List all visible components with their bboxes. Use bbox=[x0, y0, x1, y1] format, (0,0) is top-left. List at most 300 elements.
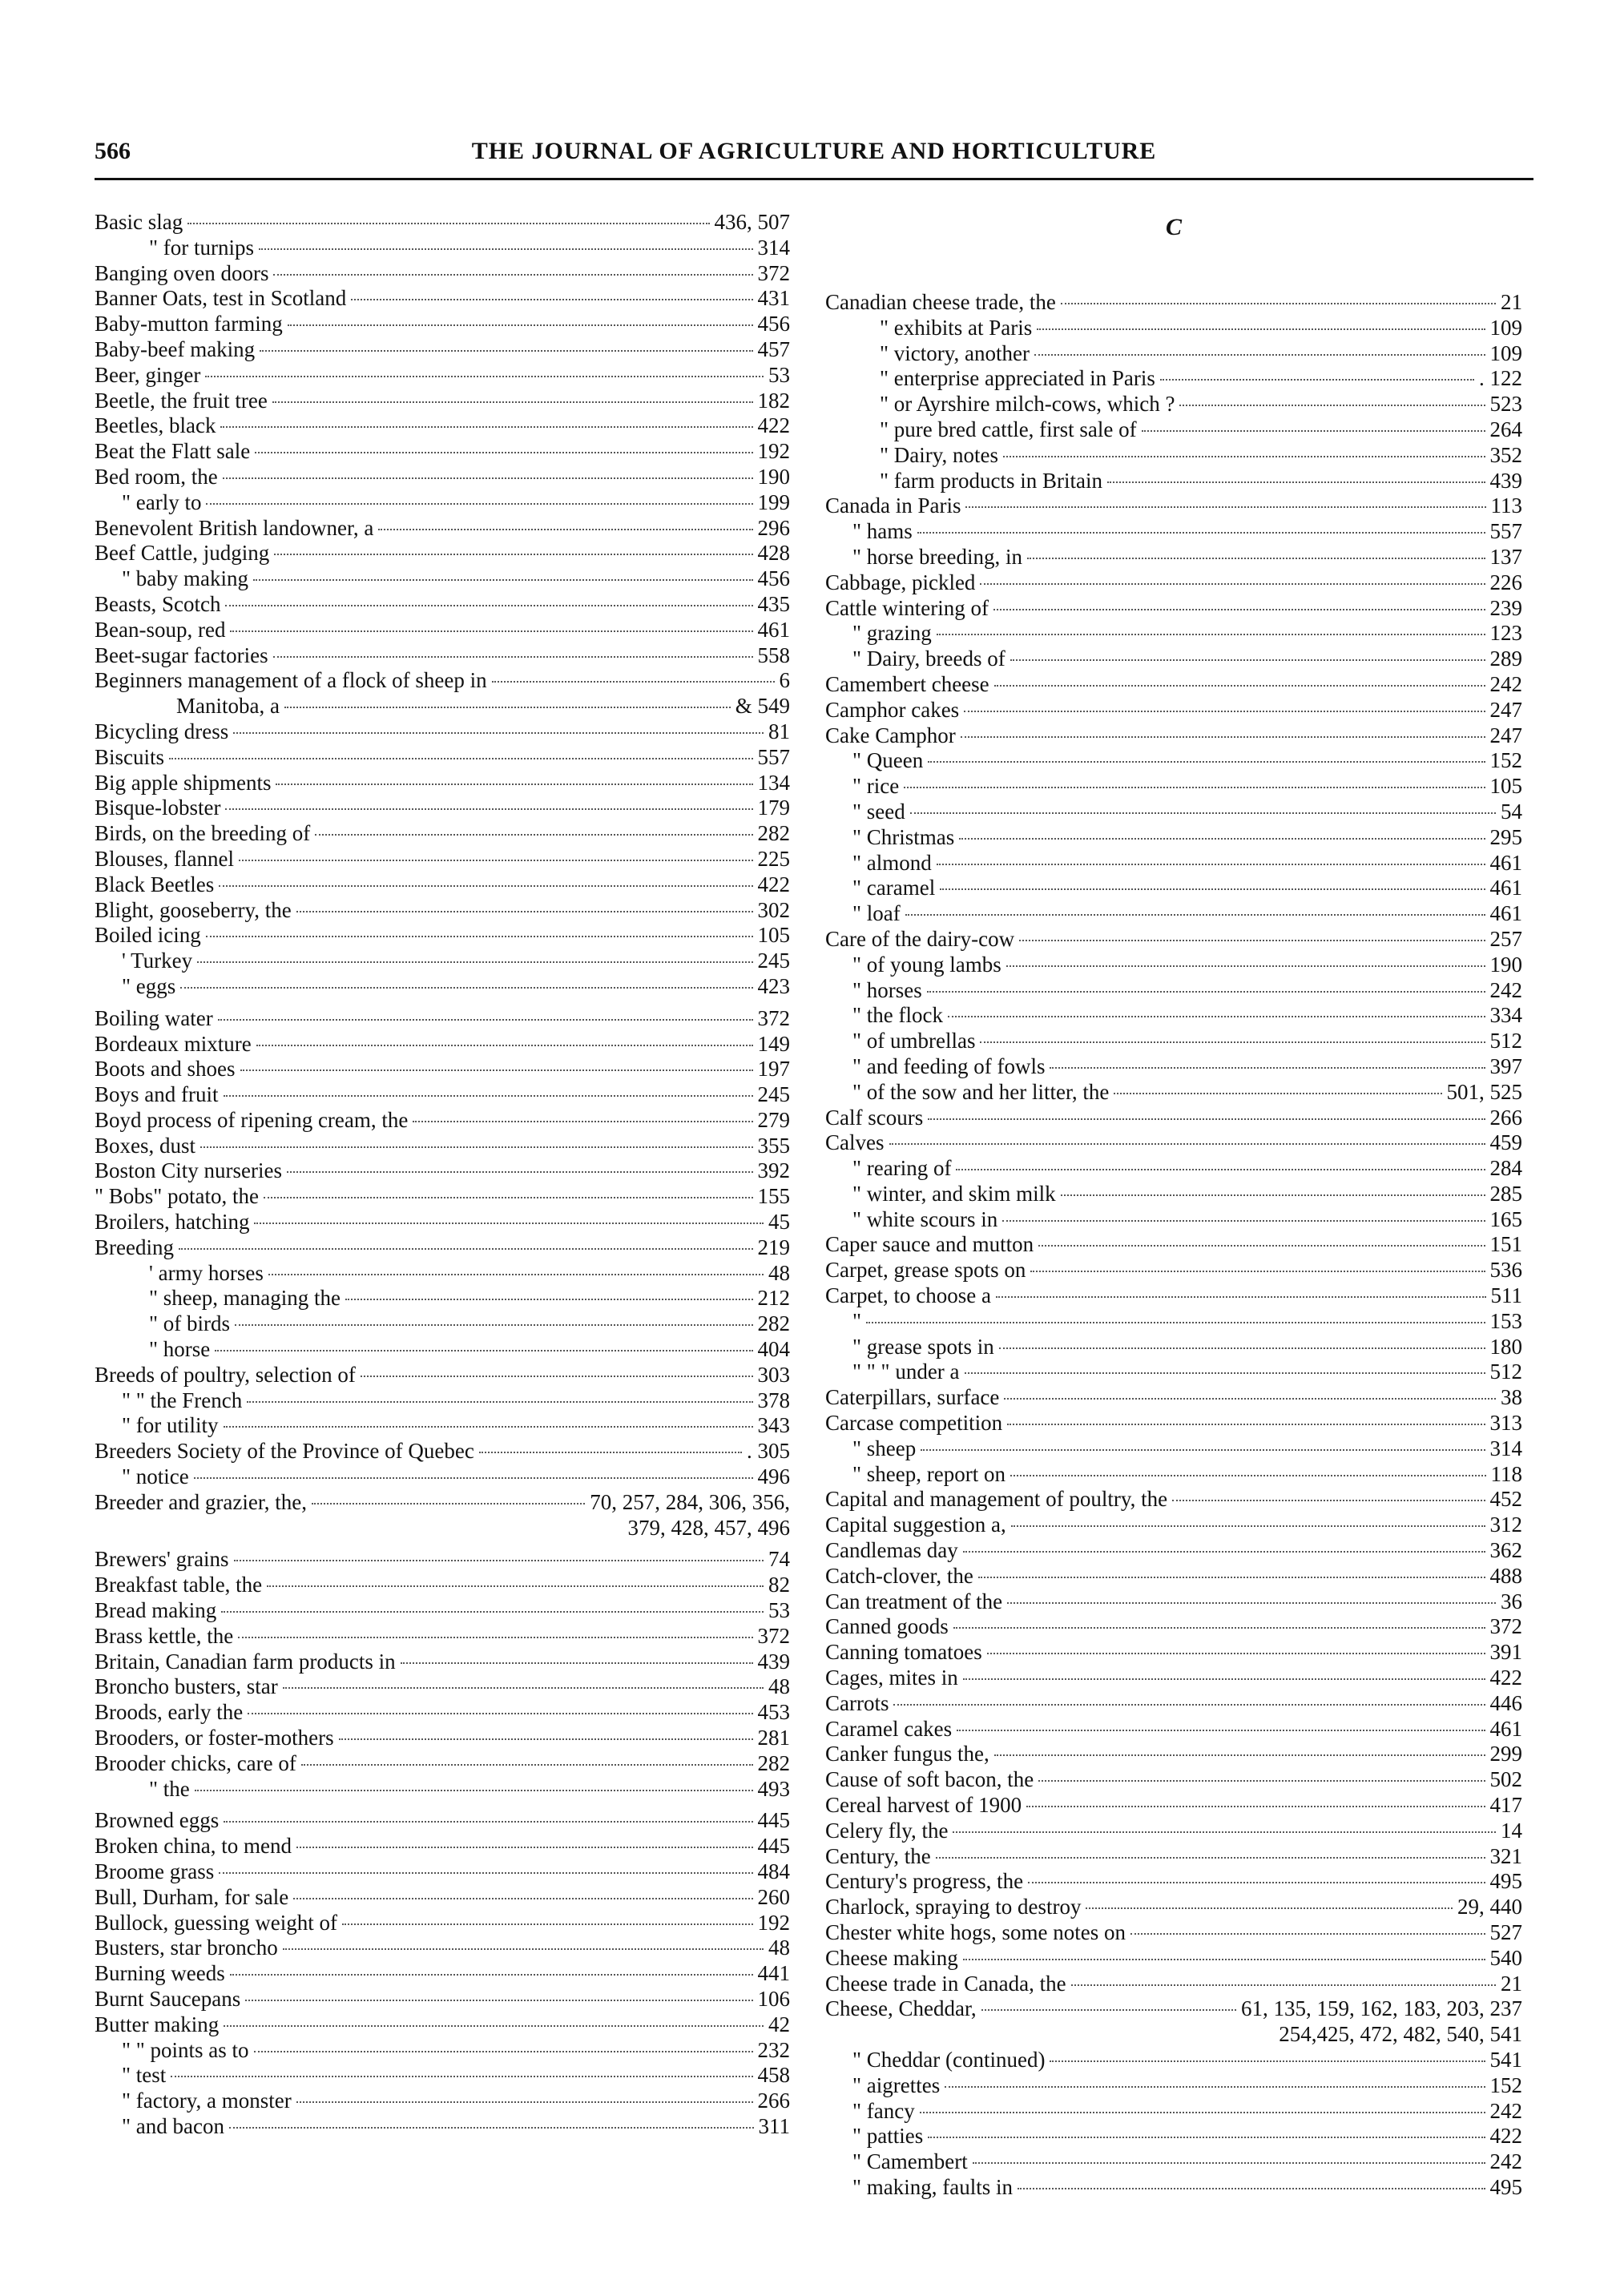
dot-leader bbox=[928, 1118, 1485, 1120]
entry-pages: 501, 525 bbox=[1446, 1079, 1522, 1104]
entry-label: Banner Oats, test in Scotland bbox=[95, 286, 347, 311]
entry-label: Black Beetles bbox=[95, 872, 215, 896]
dot-leader bbox=[247, 1401, 752, 1403]
dot-leader bbox=[169, 758, 752, 759]
entry-pages: 197 bbox=[757, 1057, 790, 1082]
header-rule bbox=[95, 178, 1533, 180]
entry-pages: 82 bbox=[768, 1573, 790, 1597]
entry-label: Canning tomatoes bbox=[825, 1640, 982, 1665]
entry-pages: 362 bbox=[1489, 1538, 1522, 1563]
entry-pages: 372 bbox=[1489, 1614, 1522, 1639]
index-entry bbox=[95, 1859, 790, 1885]
entry-pages: 282 bbox=[757, 1750, 790, 1775]
entry-label: Canned goods bbox=[825, 1614, 949, 1639]
index-entry bbox=[825, 443, 1522, 469]
index-entry bbox=[825, 876, 1522, 901]
entry-pages: 29, 440 bbox=[1457, 1895, 1522, 1919]
index-entry bbox=[95, 923, 790, 949]
entry-pages: 417 bbox=[1489, 1793, 1522, 1818]
entry-pages: 428 bbox=[757, 541, 790, 566]
index-entry bbox=[825, 1258, 1522, 1283]
entry-label: " Dairy, breeds of bbox=[852, 647, 1005, 671]
dot-leader bbox=[910, 812, 1496, 814]
entry-pages: 245 bbox=[757, 1082, 790, 1107]
entry-pages: 281 bbox=[757, 1726, 790, 1750]
running-title: THE JOURNAL OF AGRICULTURE AND HORTICULTURE bbox=[471, 138, 1157, 164]
dot-leader bbox=[1007, 1424, 1485, 1425]
entry-label: Broncho busters, star bbox=[95, 1674, 278, 1699]
entry-pages: 493 bbox=[757, 1776, 790, 1801]
entry-label: Brooder chicks, care of bbox=[95, 1750, 296, 1775]
dot-leader bbox=[1004, 1398, 1496, 1400]
index-entry bbox=[95, 771, 790, 796]
section-letter: C bbox=[1165, 214, 1182, 240]
entry-label: Broods, early the bbox=[95, 1700, 244, 1725]
index-entry bbox=[95, 413, 790, 439]
entry-label: " and feeding of fowls bbox=[852, 1053, 1046, 1078]
entry-pages: 495 bbox=[1489, 2174, 1522, 2199]
dot-leader bbox=[994, 1754, 1485, 1756]
dot-leader bbox=[225, 808, 752, 810]
entry-label: Beetles, black bbox=[95, 413, 216, 438]
dot-leader bbox=[345, 1299, 753, 1300]
entry-pages: 321 bbox=[1489, 1843, 1522, 1868]
dot-leader bbox=[1038, 1245, 1485, 1247]
index-entry bbox=[825, 1080, 1522, 1106]
dot-leader bbox=[1010, 1475, 1486, 1476]
dot-leader bbox=[956, 1169, 1485, 1170]
entry-pages: 423 bbox=[757, 973, 790, 998]
index-entry bbox=[825, 392, 1522, 417]
index-entry bbox=[825, 1538, 1522, 1564]
entry-pages: 512 bbox=[1489, 1029, 1522, 1053]
entry-pages: 247 bbox=[1489, 697, 1522, 722]
entry-pages: 372 bbox=[757, 260, 790, 285]
index-entry bbox=[95, 1032, 790, 1057]
dot-leader bbox=[927, 991, 1485, 993]
index-entry bbox=[825, 1130, 1522, 1156]
dot-leader bbox=[893, 1704, 1485, 1706]
index-column-left bbox=[95, 210, 790, 2140]
entry-pages: 459 bbox=[1489, 1130, 1522, 1155]
entry-pages: 284 bbox=[1489, 1156, 1522, 1181]
entry-label: Beer, ginger bbox=[95, 362, 201, 387]
entry-label: Blouses, flannel bbox=[95, 846, 234, 871]
index-entry bbox=[95, 1413, 790, 1439]
dot-leader bbox=[904, 787, 1485, 788]
index-entry bbox=[825, 1335, 1522, 1360]
index-entry bbox=[95, 1624, 790, 1649]
entry-pages: 190 bbox=[1489, 952, 1522, 977]
index-entry bbox=[95, 1885, 790, 1911]
index-entry bbox=[95, 1700, 790, 1726]
entry-pages: 557 bbox=[757, 744, 790, 769]
entry-label: Bisque-lobster bbox=[95, 796, 221, 820]
entry-label: Cereal harvest of 1900 bbox=[825, 1793, 1022, 1818]
entry-label: Brass kettle, the bbox=[95, 1623, 234, 1648]
index-entry bbox=[825, 1029, 1522, 1054]
index-entry bbox=[95, 286, 790, 312]
index-entry bbox=[95, 1961, 790, 1987]
index-entry bbox=[825, 1182, 1522, 1207]
index-entry bbox=[825, 1819, 1522, 1844]
entry-pages: 446 bbox=[1489, 1690, 1522, 1715]
index-entry bbox=[95, 1777, 790, 1803]
index-entry bbox=[95, 1547, 790, 1573]
entry-pages: 38 bbox=[1501, 1385, 1522, 1410]
entry-pages: 439 bbox=[1489, 468, 1522, 493]
index-entry bbox=[825, 647, 1522, 672]
entry-pages: 397 bbox=[1489, 1053, 1522, 1078]
dot-leader bbox=[959, 838, 1485, 840]
dot-leader bbox=[1010, 659, 1485, 661]
index-entry bbox=[95, 2114, 790, 2140]
entry-pages: 379, 428, 457, 496 bbox=[627, 1515, 790, 1540]
dot-leader bbox=[268, 1274, 764, 1275]
entry-pages: 343 bbox=[757, 1413, 790, 1438]
entry-pages: 422 bbox=[1489, 1666, 1522, 1690]
index-entry bbox=[825, 1513, 1522, 1538]
entry-label: Burning weeds bbox=[95, 1961, 225, 1986]
index-entry bbox=[825, 2048, 1522, 2073]
entry-pages: 74 bbox=[768, 1547, 790, 1572]
dot-leader bbox=[1019, 940, 1485, 941]
index-entry bbox=[95, 694, 790, 719]
index-entry bbox=[95, 566, 790, 592]
index-entry bbox=[825, 1106, 1522, 1131]
dot-leader bbox=[1027, 558, 1485, 559]
entry-pages: 445 bbox=[757, 1834, 790, 1859]
entry-pages: 113 bbox=[1490, 493, 1522, 518]
dot-leader bbox=[378, 529, 752, 530]
dot-leader bbox=[917, 532, 1485, 534]
entry-label: Century, the bbox=[825, 1843, 931, 1868]
entry-label: " and bacon bbox=[122, 2113, 224, 2138]
index-entry bbox=[825, 774, 1522, 800]
dot-leader bbox=[963, 1551, 1485, 1553]
dot-leader bbox=[1050, 1067, 1485, 1069]
entry-pages: 81 bbox=[768, 719, 790, 743]
dot-leader bbox=[963, 1678, 1485, 1680]
entry-label: " factory, a monster bbox=[122, 2089, 292, 2113]
entry-label: " caramel bbox=[852, 876, 936, 900]
entry-label: Brooders, or foster-mothers bbox=[95, 1726, 334, 1750]
dot-leader bbox=[264, 1197, 752, 1198]
entry-label: Beef Cattle, judging bbox=[95, 541, 270, 566]
entry-pages: 461 bbox=[1489, 901, 1522, 926]
entry-pages: 456 bbox=[757, 566, 790, 591]
entry-pages: 149 bbox=[757, 1031, 790, 1056]
dot-leader bbox=[1028, 1882, 1485, 1883]
entry-label: Care of the dairy-cow bbox=[825, 926, 1015, 951]
index-entry bbox=[95, 1006, 790, 1032]
dot-leader bbox=[937, 634, 1485, 635]
index-entry bbox=[95, 2012, 790, 2038]
entry-label: Celery fly, the bbox=[825, 1818, 949, 1843]
dot-leader bbox=[973, 2162, 1485, 2164]
entry-pages: 496 bbox=[757, 1464, 790, 1489]
entry-pages: 245 bbox=[757, 949, 790, 973]
entry-label: Breeding bbox=[95, 1235, 174, 1259]
index-entry bbox=[825, 469, 1522, 494]
index-entry bbox=[825, 1614, 1522, 1640]
dot-leader bbox=[1007, 1602, 1496, 1604]
index-entry bbox=[95, 1108, 790, 1134]
entry-pages: 445 bbox=[757, 1808, 790, 1833]
entry-pages: 313 bbox=[1489, 1411, 1522, 1436]
entry-pages: 289 bbox=[1489, 647, 1522, 671]
dot-leader bbox=[180, 987, 752, 989]
index-entry bbox=[825, 978, 1522, 1004]
dot-leader bbox=[1130, 1933, 1485, 1935]
dot-leader bbox=[1160, 379, 1474, 381]
index-entry bbox=[95, 1210, 790, 1235]
entry-pages: 372 bbox=[757, 1623, 790, 1648]
entry-pages: 352 bbox=[1489, 442, 1522, 467]
entry-label: Boots and shoes bbox=[95, 1057, 236, 1082]
dot-leader bbox=[205, 376, 764, 377]
dot-leader bbox=[235, 1324, 752, 1326]
entry-pages: 541 bbox=[1489, 2047, 1522, 2072]
entry-label: Century's progress, the bbox=[825, 1869, 1024, 1894]
index-entry bbox=[825, 1946, 1522, 1972]
dot-leader bbox=[219, 885, 752, 887]
dot-leader bbox=[889, 1143, 1485, 1145]
dot-leader bbox=[254, 1223, 764, 1224]
dot-leader bbox=[233, 732, 764, 734]
dot-leader bbox=[1018, 2188, 1485, 2189]
entry-label: " bbox=[852, 1308, 862, 1333]
index-entry bbox=[825, 1385, 1522, 1411]
index-entry bbox=[95, 1337, 790, 1363]
entry-pages: 190 bbox=[757, 464, 790, 489]
entry-label: Bread making bbox=[95, 1598, 217, 1623]
index-entry bbox=[95, 1134, 790, 1159]
entry-label: Caramel cakes bbox=[825, 1716, 953, 1741]
entry-pages: 192 bbox=[757, 439, 790, 464]
entry-pages: 106 bbox=[757, 1986, 790, 2011]
dot-leader bbox=[996, 1296, 1486, 1298]
entry-label: " Camembert bbox=[852, 2149, 968, 2174]
entry-label: " for turnips bbox=[149, 235, 255, 260]
entry-pages: 299 bbox=[1489, 1742, 1522, 1766]
index-entry bbox=[95, 1158, 790, 1184]
dot-leader bbox=[276, 783, 752, 785]
dot-leader bbox=[221, 1611, 764, 1613]
entry-label: " grazing bbox=[852, 621, 932, 646]
dot-leader bbox=[339, 1738, 753, 1740]
dot-leader bbox=[1002, 1220, 1485, 1222]
index-entry bbox=[95, 643, 790, 669]
entry-pages: 512 bbox=[1489, 1359, 1522, 1384]
entry-pages: 242 bbox=[1489, 977, 1522, 1002]
entry-pages: 502 bbox=[1489, 1767, 1522, 1792]
entry-label: Beasts, Scotch bbox=[95, 591, 221, 616]
entry-label: " horses bbox=[852, 977, 922, 1002]
index-entry bbox=[95, 1363, 790, 1388]
entry-label: Benevolent British landowner, a bbox=[95, 515, 374, 540]
dot-leader bbox=[993, 609, 1485, 610]
index-entry bbox=[825, 1717, 1522, 1742]
index-entry bbox=[825, 1996, 1522, 2022]
index-entry bbox=[825, 1666, 1522, 1691]
dot-leader bbox=[225, 605, 752, 606]
entry-pages: 109 bbox=[1489, 340, 1522, 365]
entry-label: Big apple shipments bbox=[95, 770, 272, 795]
dot-leader bbox=[479, 1452, 742, 1453]
index-entry bbox=[825, 1232, 1522, 1258]
dot-leader bbox=[195, 1790, 753, 1791]
index-entry bbox=[825, 1589, 1522, 1615]
entry-label: Cabbage, pickled bbox=[825, 570, 976, 594]
entry-pages: 36 bbox=[1501, 1589, 1522, 1613]
dot-leader bbox=[961, 736, 1485, 738]
entry-pages: 279 bbox=[757, 1107, 790, 1132]
dot-leader bbox=[994, 685, 1485, 687]
index-entry bbox=[825, 1691, 1522, 1717]
dot-leader bbox=[197, 961, 752, 963]
entry-label: Breeders Society of the Province of Quebec bbox=[95, 1439, 474, 1464]
index-entry bbox=[95, 898, 790, 924]
entry-pages: 488 bbox=[1489, 1563, 1522, 1588]
index-entry bbox=[825, 1920, 1522, 1946]
index-entry bbox=[95, 719, 790, 745]
index-entry bbox=[95, 1464, 790, 1490]
index-entry bbox=[825, 596, 1522, 622]
index-entry bbox=[95, 974, 790, 1000]
entry-label: " enterprise appreciated in Paris bbox=[880, 366, 1155, 391]
entry-pages: 61, 135, 159, 162, 183, 203, 237 bbox=[1241, 1996, 1522, 2021]
entry-label: Cause of soft bacon, the bbox=[825, 1767, 1034, 1792]
entry-pages: 484 bbox=[757, 1859, 790, 1883]
dot-leader bbox=[1006, 965, 1485, 967]
entry-label: Bullock, guessing weight of bbox=[95, 1910, 337, 1935]
dot-leader bbox=[920, 2112, 1485, 2113]
index-entry bbox=[825, 1869, 1522, 1895]
dot-leader bbox=[1050, 2060, 1485, 2062]
entry-pages: 152 bbox=[1489, 2072, 1522, 2097]
index-entry bbox=[825, 366, 1522, 392]
entry-label: Cheese trade in Canada, the bbox=[825, 1971, 1066, 1996]
index-entry bbox=[825, 2124, 1522, 2149]
entry-label: Cake Camphor bbox=[825, 723, 956, 747]
entry-label: " horse bbox=[149, 1337, 211, 1362]
entry-pages: 422 bbox=[757, 413, 790, 438]
index-entry bbox=[95, 847, 790, 872]
entry-pages: 134 bbox=[757, 770, 790, 795]
entry-label: " seed bbox=[852, 799, 905, 824]
index-entry bbox=[825, 927, 1522, 953]
dot-leader bbox=[259, 248, 752, 250]
entry-label: " loaf bbox=[852, 901, 901, 926]
index-entry bbox=[825, 1564, 1522, 1589]
entry-label: Cattle wintering of bbox=[825, 595, 989, 620]
dot-leader bbox=[987, 1653, 1485, 1654]
dot-leader bbox=[999, 1347, 1485, 1349]
index-entry bbox=[825, 1207, 1522, 1233]
entry-pages: 242 bbox=[1489, 2149, 1522, 2174]
entry-label: Boiling water bbox=[95, 1005, 213, 1030]
dot-leader bbox=[273, 656, 753, 658]
dot-leader bbox=[253, 579, 753, 581]
dot-leader bbox=[288, 324, 753, 326]
dot-leader bbox=[1071, 1984, 1496, 1986]
entry-pages: 457 bbox=[757, 336, 790, 361]
dot-leader bbox=[936, 1857, 1485, 1859]
index-entry bbox=[95, 1726, 790, 1751]
index-entry bbox=[95, 1261, 790, 1287]
entry-label: " the bbox=[149, 1776, 190, 1801]
entry-pages: 495 bbox=[1489, 1869, 1522, 1894]
entry-pages: 242 bbox=[1489, 2098, 1522, 2123]
index-entry bbox=[95, 210, 790, 236]
entry-label: Charlock, spraying to destroy bbox=[825, 1895, 1082, 1919]
entry-pages: 452 bbox=[1489, 1487, 1522, 1512]
entry-label: " victory, another bbox=[880, 340, 1030, 365]
entry-label: Basic slag bbox=[95, 210, 183, 234]
entry-label: " test bbox=[122, 2063, 167, 2088]
entry-label: " " points as to bbox=[122, 2037, 249, 2062]
dot-leader bbox=[315, 834, 752, 836]
dot-leader bbox=[223, 477, 753, 479]
index-entry bbox=[825, 1972, 1522, 1997]
entry-pages: 152 bbox=[1489, 748, 1522, 773]
dot-leader bbox=[342, 1923, 753, 1925]
dot-leader bbox=[256, 1045, 753, 1046]
entry-pages: 70, 257, 284, 306, 356, bbox=[590, 1489, 790, 1514]
index-entry bbox=[95, 1235, 790, 1261]
entry-label: Breeder and grazier, the, bbox=[95, 1489, 308, 1514]
entry-label: " " the French bbox=[122, 1388, 243, 1412]
entry-pages: 355 bbox=[757, 1133, 790, 1158]
dot-leader bbox=[224, 1095, 753, 1097]
entry-label: Cheese making bbox=[825, 1945, 958, 1970]
entry-pages: 182 bbox=[757, 388, 790, 413]
entry-pages: 285 bbox=[1489, 1181, 1522, 1206]
entry-label: " notice bbox=[122, 1464, 189, 1489]
index-entry bbox=[825, 290, 1522, 316]
dot-leader bbox=[230, 630, 752, 632]
entry-pages: 225 bbox=[757, 846, 790, 871]
index-entry bbox=[95, 1834, 790, 1859]
entry-label: " of umbrellas bbox=[852, 1029, 976, 1053]
entry-label: " of the sow and her litter, the bbox=[852, 1079, 1110, 1104]
dot-leader bbox=[1107, 481, 1485, 483]
index-entry bbox=[95, 1490, 790, 1516]
entry-label: Baby-beef making bbox=[95, 336, 256, 361]
index-entry bbox=[95, 1184, 790, 1210]
entry-label: Calf scours bbox=[825, 1105, 924, 1130]
index-entry bbox=[95, 796, 790, 821]
dot-leader bbox=[296, 2101, 753, 2103]
entry-label: Bordeaux mixture bbox=[95, 1031, 252, 1056]
dot-leader bbox=[296, 1847, 753, 1848]
index-entry bbox=[95, 1388, 790, 1414]
index-column-right bbox=[825, 210, 1522, 2201]
dot-leader bbox=[229, 2127, 754, 2129]
dot-leader bbox=[928, 761, 1485, 763]
entry-label: Bull, Durham, for sale bbox=[95, 1884, 289, 1909]
dot-leader bbox=[171, 2076, 752, 2077]
dot-leader bbox=[200, 1146, 752, 1148]
entry-label: Bicycling dress bbox=[95, 719, 229, 743]
dot-leader bbox=[981, 2009, 1236, 2011]
dot-leader bbox=[351, 299, 752, 300]
entry-pages: 435 bbox=[757, 591, 790, 616]
entry-label: " " " under a bbox=[852, 1359, 960, 1384]
entry-label: ' army horses bbox=[149, 1260, 264, 1285]
index-entry bbox=[825, 851, 1522, 876]
